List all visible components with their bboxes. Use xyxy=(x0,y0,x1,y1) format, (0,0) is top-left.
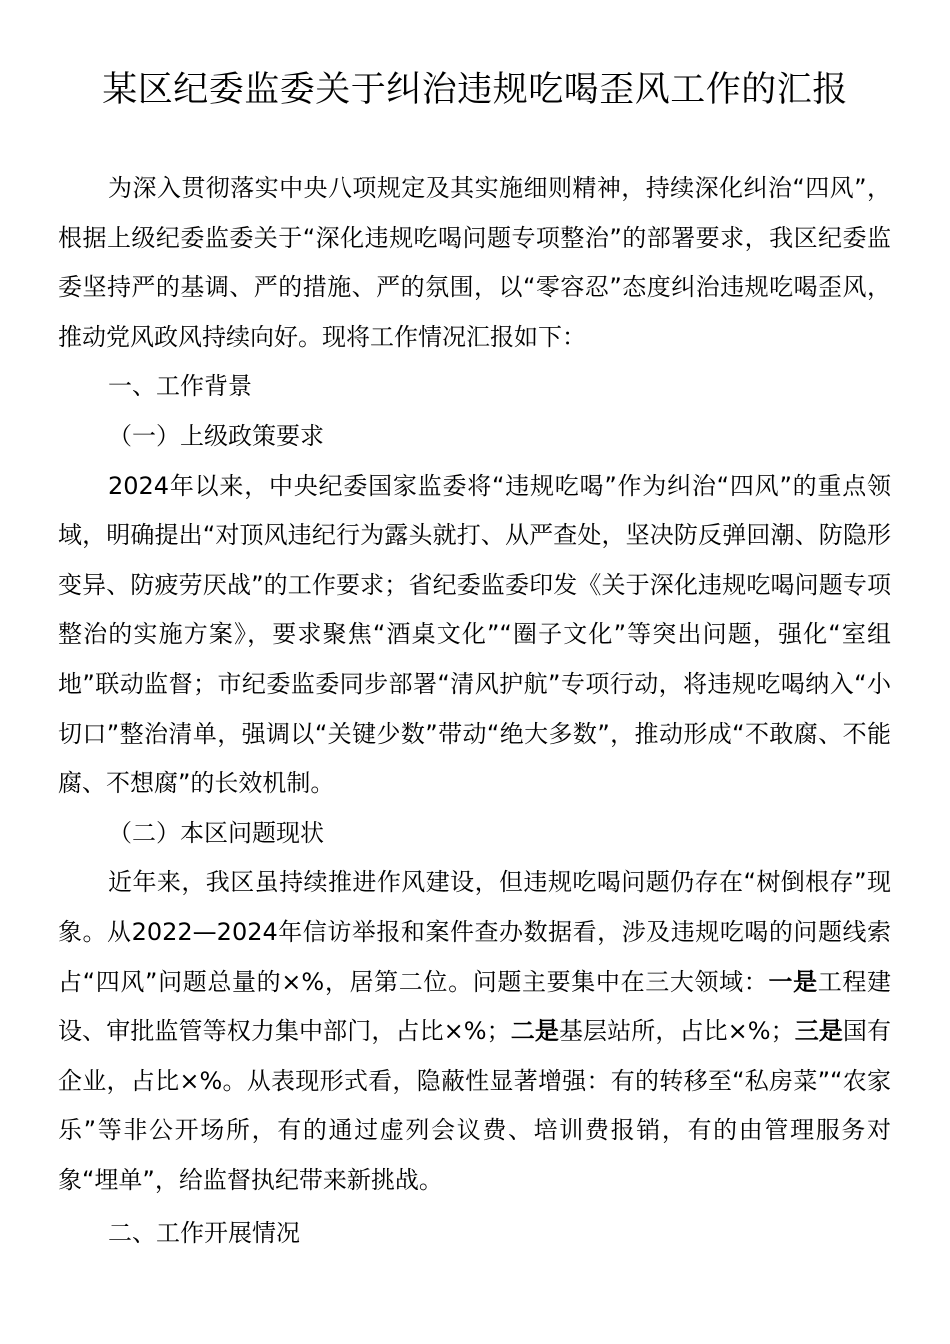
status-text-a: 近年来，我区虽持续推进作风建设，但违规吃喝问题仍存在“树倒根存”现象。从2022—2024年信访举报和案件查办数据看，涉及违规吃喝的问题线索占“四风”问题总量的×%，居第二位。问题主要集中在三大领域： xyxy=(58,868,891,996)
bold-marker-first: 一是 xyxy=(768,967,818,996)
section-heading-background: 一、工作背景 xyxy=(108,372,252,401)
bold-marker-second: 二是 xyxy=(510,1017,559,1046)
status-text-b: 工程建设、审批监管等权力集中部门，占比×%； xyxy=(58,967,892,1046)
document-title: 某区纪委监委关于纠治违规吃喝歪风工作的汇报 xyxy=(102,70,848,110)
status-paragraph xyxy=(58,858,891,1205)
status-text-d: 国有企业，占比×%。从表现形式看，隐蔽性显著增强：有的转移至“私房菜”“农家乐”等非公开场所，有的通过虚列会议费、培训费报销，有的由管理服务对象“埋单”，给监督执纪带来新挑战。 xyxy=(58,1017,892,1194)
subsection-heading-status: （二）本区问题现状 xyxy=(108,818,324,847)
bold-marker-third: 三是 xyxy=(794,1017,843,1046)
document-body xyxy=(58,164,891,1259)
status-text-c: 基层站所，占比×%； xyxy=(558,1017,795,1046)
intro-paragraph: 为深入贯彻落实中央八项规定及其实施细则精神，持续深化纠治“四风”，根据上级纪委监委关于“深化违规吃喝问题专项整治”的部署要求，我区纪委监委坚持严的基调、严的措施、严的氛围，以“零容忍”态度纠治违规吃喝歪风，推动党风政风持续向好。现将工作情况汇报如下： xyxy=(58,174,891,351)
section-heading-work: 二、工作开展情况 xyxy=(108,1219,300,1248)
subsection-heading-policy: （一）上级政策要求 xyxy=(108,421,324,450)
policy-paragraph: 2024年以来，中央纪委国家监委将“违规吃喝”作为纠治“四风”的重点领域，明确提出“对顶风违纪行为露头就打、从严查处，坚决防反弹回潮、防隐形变异、防疲劳厌战”的工作要求；省纪委监委印发《关于深化违规吃喝问题专项整治的实施方案》，要求聚焦“酒桌文化”“圈子文化”等突出问题，强化“室组地”联动监督；市纪委监委同步部署“清风护航”专项行动，将违规吃喝纳入“小切口”整治清单，强调以“关键少数”带动“绝大多数”，推动形成“不敢腐、不能腐、不想腐”的长效机制。 xyxy=(58,471,891,798)
